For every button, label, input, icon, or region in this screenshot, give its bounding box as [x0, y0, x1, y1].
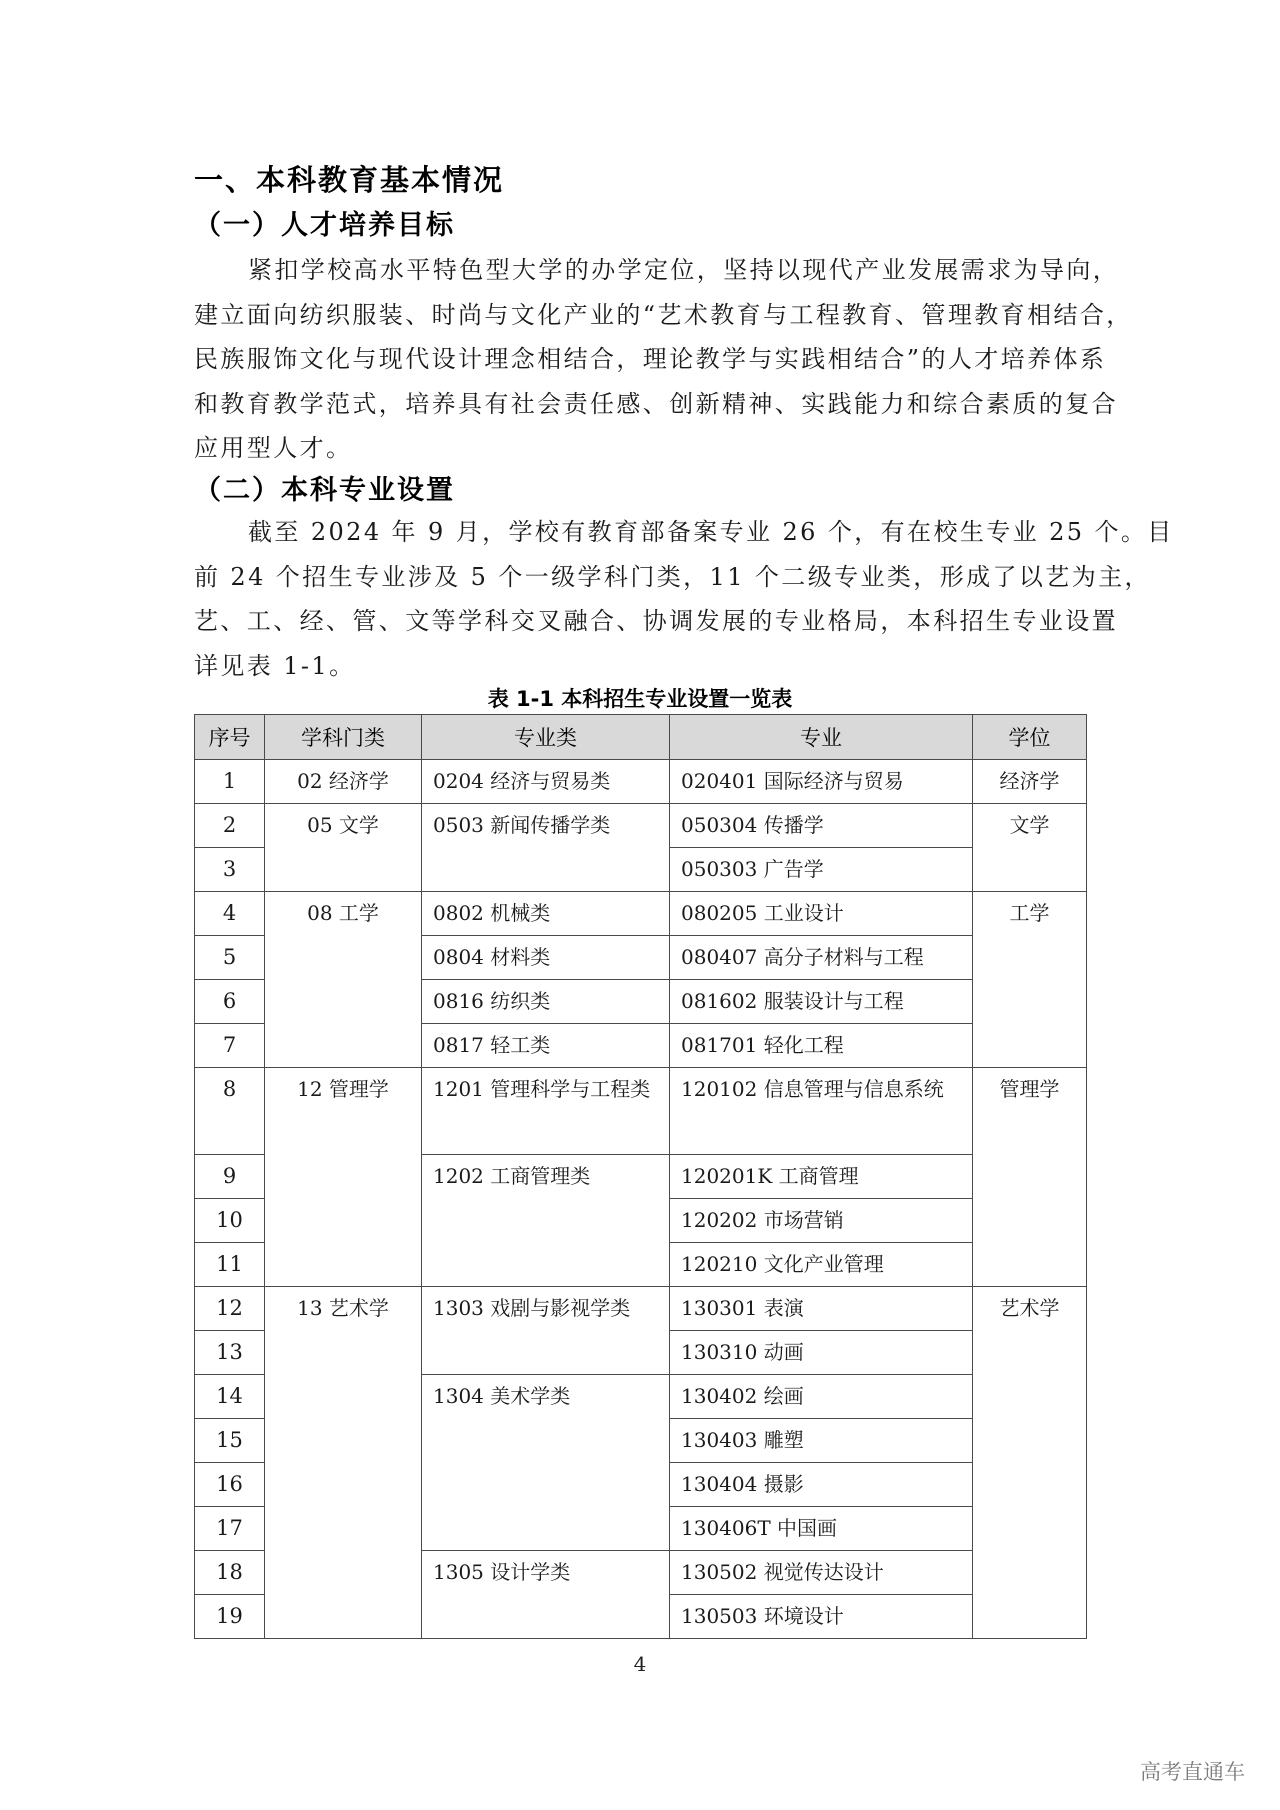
table-row [195, 1287, 1087, 1331]
row-number: 8 [195, 1068, 265, 1155]
category-cell: 0204 经济与贸易类 [422, 760, 670, 804]
category-cell: 1201 管理科学与工程类 [422, 1068, 670, 1155]
major-cell: 120102 信息管理与信息系统 [670, 1068, 973, 1155]
category-cell: 1305 设计学类 [422, 1551, 670, 1639]
major-cell: 130402 绘画 [670, 1375, 973, 1419]
column-header-discipline: 学科门类 [265, 715, 422, 760]
major-cell: 130503 环境设计 [670, 1595, 973, 1639]
table-row [195, 1068, 1087, 1155]
row-number: 2 [195, 804, 265, 848]
category-cell: 0816 纺织类 [422, 980, 670, 1024]
column-header-no: 序号 [195, 715, 265, 760]
category-cell: 0802 机械类 [422, 892, 670, 936]
row-number: 6 [195, 980, 265, 1024]
row-number: 12 [195, 1287, 265, 1331]
major-cell: 120201K 工商管理 [670, 1155, 973, 1199]
row-number: 14 [195, 1375, 265, 1419]
row-number: 11 [195, 1243, 265, 1287]
degree-cell: 经济学 [973, 760, 1087, 804]
paragraph-line: 民族服饰文化与现代设计理念相结合，理论教学与实践相结合”的人才培养体系 [194, 345, 1107, 373]
paragraph-line: 建立面向纺织服装、时尚与文化产业的“艺术教育与工程教育、管理教育相结合， [194, 300, 1133, 329]
paragraph-line: 应用型人才。 [194, 434, 353, 462]
degree-cell: 管理学 [973, 1068, 1087, 1287]
major-cell: 081602 服装设计与工程 [670, 980, 973, 1024]
section-heading: 一、本科教育基本情况 [194, 163, 505, 197]
category-cell: 0817 轻工类 [422, 1024, 670, 1068]
discipline-cell: 08 工学 [265, 892, 422, 1068]
major-cell: 081701 轻化工程 [670, 1024, 973, 1068]
paragraph-line: 紧扣学校高水平特色型大学的办学定位，坚持以现代产业发展需求为导向， [248, 256, 1120, 284]
majors-table [194, 714, 1087, 1639]
major-cell: 130301 表演 [670, 1287, 973, 1331]
major-cell: 050304 传播学 [670, 804, 973, 848]
paragraph-line: 截至 2024 年 9 月，学校有教育部备案专业 26 个，有在校生专业 25 个。目 [248, 518, 1174, 546]
row-number: 17 [195, 1507, 265, 1551]
major-cell: 120210 文化产业管理 [670, 1243, 973, 1287]
row-number: 5 [195, 936, 265, 980]
discipline-cell: 13 艺术学 [265, 1287, 422, 1639]
column-header-degree: 学位 [973, 715, 1087, 760]
paragraph-training-goal [194, 248, 1133, 471]
degree-cell: 工学 [973, 892, 1087, 1068]
major-cell: 050303 广告学 [670, 848, 973, 892]
table-caption: 表 1-1 本科招生专业设置一览表 [487, 687, 793, 711]
major-cell: 130310 动画 [670, 1331, 973, 1375]
row-number: 16 [195, 1463, 265, 1507]
table-row [195, 760, 1087, 804]
paragraph-line: 详见表 1-1。 [194, 651, 356, 680]
row-number: 4 [195, 892, 265, 936]
major-cell: 080205 工业设计 [670, 892, 973, 936]
subheading-training-goal: （一）人才培养目标 [194, 210, 455, 241]
major-cell: 130406T 中国画 [670, 1507, 973, 1551]
major-cell: 020401 国际经济与贸易 [670, 760, 973, 804]
major-cell: 130404 摄影 [670, 1463, 973, 1507]
row-number: 7 [195, 1024, 265, 1068]
row-number: 9 [195, 1155, 265, 1199]
row-number: 10 [195, 1199, 265, 1243]
category-cell: 1304 美术学类 [422, 1375, 670, 1551]
subheading-major-setup: （二）本科专业设置 [194, 475, 455, 506]
category-cell: 1202 工商管理类 [422, 1155, 670, 1287]
discipline-cell: 05 文学 [265, 804, 422, 892]
paragraph-line: 艺、工、经、管、文等学科交叉融合、协调发展的专业格局，本科招生专业设置 [194, 607, 1118, 635]
paragraph-line: 和教育教学范式，培养具有社会责任感、创新精神、实践能力和综合素质的复合 [194, 389, 1118, 418]
category-cell: 0804 材料类 [422, 936, 670, 980]
paragraph-major-setup [194, 510, 1174, 688]
degree-cell: 艺术学 [973, 1287, 1087, 1639]
row-number: 1 [195, 760, 265, 804]
row-number: 19 [195, 1595, 265, 1639]
major-cell: 120202 市场营销 [670, 1199, 973, 1243]
row-number: 13 [195, 1331, 265, 1375]
row-number: 15 [195, 1419, 265, 1463]
watermark-label: 高考直通车 [1140, 1760, 1245, 1784]
table-header-row [195, 715, 1087, 760]
row-number: 3 [195, 848, 265, 892]
paragraph-line: 前 24 个招生专业涉及 5 个一级学科门类，11 个二级专业类，形成了以艺为主， [194, 562, 1151, 591]
category-cell: 1303 戏剧与影视学类 [422, 1287, 670, 1375]
category-cell: 0503 新闻传播学类 [422, 804, 670, 892]
table-row [195, 892, 1087, 936]
discipline-cell: 02 经济学 [265, 760, 422, 804]
table-row [195, 804, 1087, 848]
degree-cell: 文学 [973, 804, 1087, 892]
major-cell: 080407 高分子材料与工程 [670, 936, 973, 980]
row-number: 18 [195, 1551, 265, 1595]
discipline-cell: 12 管理学 [265, 1068, 422, 1287]
major-cell: 130502 视觉传达设计 [670, 1551, 973, 1595]
column-header-category: 专业类 [422, 715, 670, 760]
major-cell: 130403 雕塑 [670, 1419, 973, 1463]
column-header-major: 专业 [670, 715, 973, 760]
page-number: 4 [633, 1652, 647, 1676]
